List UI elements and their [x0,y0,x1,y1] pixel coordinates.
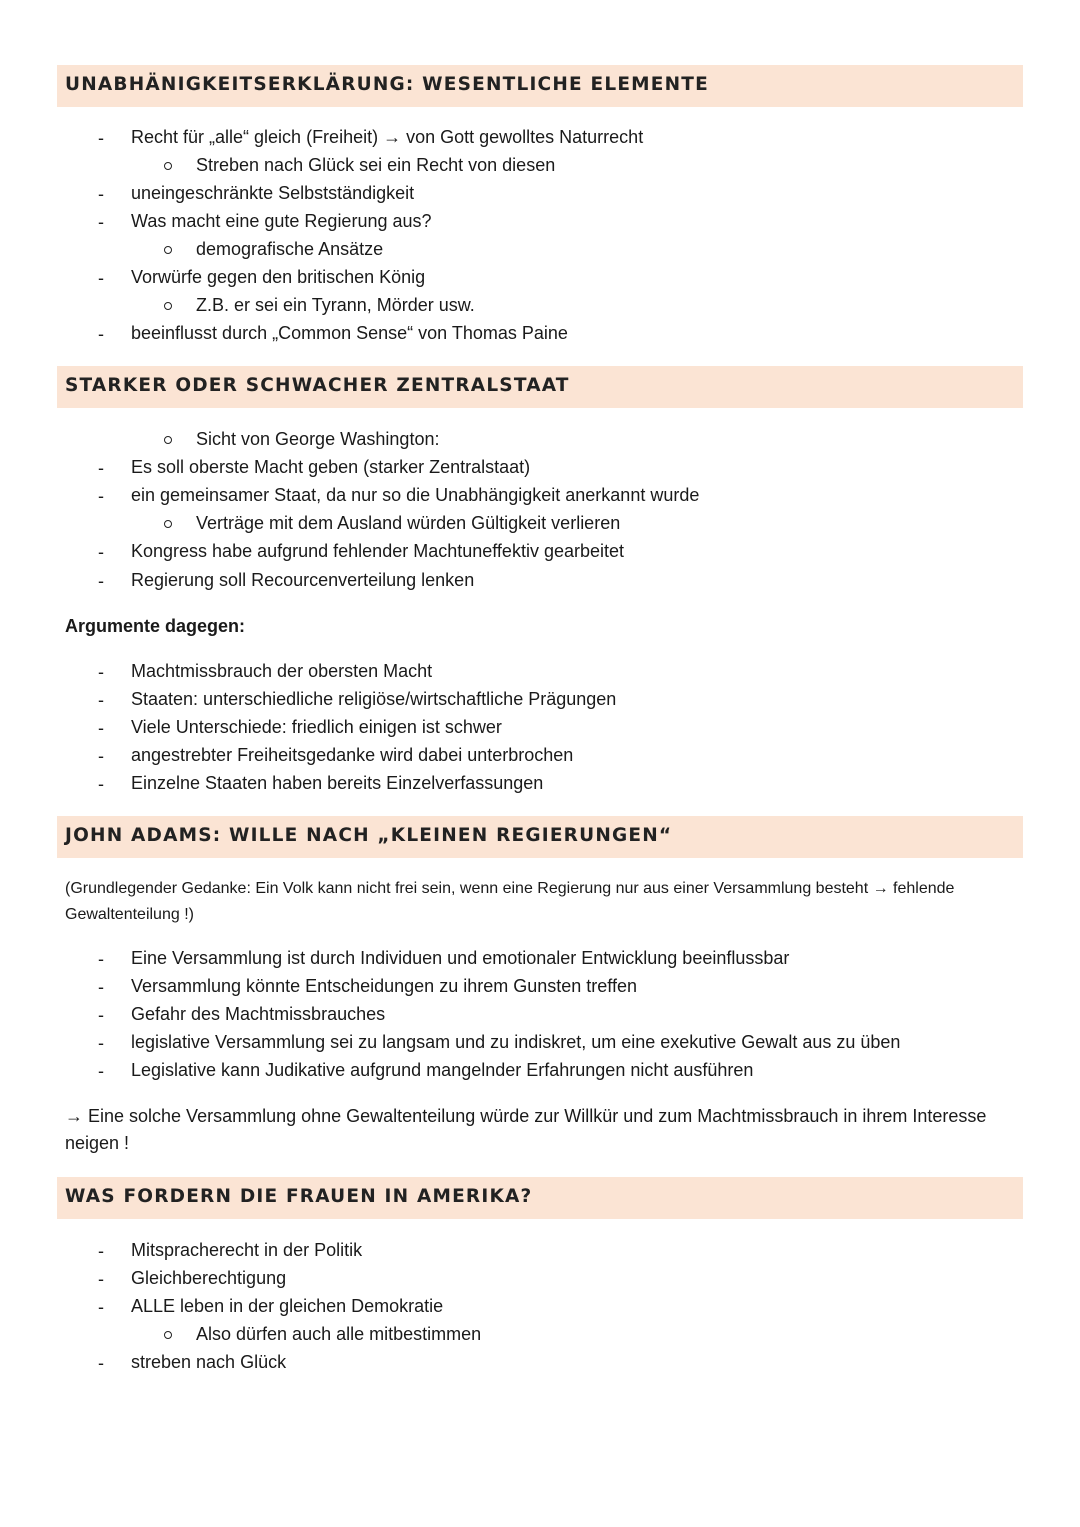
sub-bullet-circle [164,162,172,170]
list-item: beeinflusst durch „Common Sense“ von Thomas Paine [131,323,568,343]
list-item: uneingeschränkte Selbstständigkeit [131,183,415,203]
sub-bullet-circle [164,436,172,444]
bullet-dash: - [98,1241,104,1261]
list-item: angestrebter Freiheitsgedanke wird dabei unterbrochen [131,745,574,765]
list-item: ALLE leben in der gleichen Demokratie [131,1296,444,1316]
bullet-dash: - [98,718,104,738]
bullet-dash: - [98,268,104,288]
list-item: Gefahr des Machtmissbrauches [131,1004,386,1024]
bullet-dash: - [98,690,104,710]
sub-bullet-circle [164,302,172,310]
sub-bullet-circle [164,246,172,254]
bullet-dash: - [98,486,104,506]
bullet-dash: - [98,1005,104,1025]
list-subitem: Streben nach Glück sei ein Recht von diesen [196,155,556,175]
list-item: legislative Versammlung sei zu langsam und zu indiskret, um eine exekutive Gewalt aus zu üben [131,1032,901,1052]
note-paragraph [65,876,1005,928]
bullet-dash: - [98,662,104,682]
section-heading: UNABHÄNIGKEITSERKLÄRUNG: WESENTLICHE ELEMENTE [65,74,709,95]
sub-heading: Argumente dagegen: [65,616,246,636]
note-line: Gewaltenteilung !) [65,906,194,923]
conclusion-line: → Eine solche Versammlung ohne Gewaltenteilung würde zur Willkür und zum Machtmissbrauch in ihrem Interesse [65,1106,987,1126]
bullet-dash: - [98,458,104,478]
list-item: Viele Unterschiede: friedlich einigen ist schwer [131,717,502,737]
list-item: streben nach Glück [131,1352,287,1372]
section-heading: STARKER ODER SCHWACHER ZENTRALSTAAT [65,375,570,396]
list-item: Vorwürfe gegen den britischen König [131,267,426,287]
list-subitem: Verträge mit dem Ausland würden Gültigkeit verlieren [196,513,621,533]
section-heading: WAS FORDERN DIE FRAUEN IN AMERIKA? [65,1186,533,1207]
bullet-dash: - [98,571,104,591]
bullet-dash: - [98,324,104,344]
bullet-dash: - [98,542,104,562]
bullet-dash: - [98,1297,104,1317]
list-item: Einzelne Staaten haben bereits Einzelverfassungen [131,773,544,793]
section-heading: JOHN ADAMS: WILLE NACH „KLEINEN REGIERUNGEN“ [65,825,673,846]
list-item: Es soll oberste Macht geben (starker Zentralstaat) [131,457,531,477]
bullet-dash: - [98,184,104,204]
bullet-dash: - [98,1353,104,1373]
list-item: Recht für „alle“ gleich (Freiheit) → von Gott gewolltes Naturrecht [131,127,644,147]
list-item: Gleichberechtigung [131,1268,287,1288]
bullet-dash: - [98,746,104,766]
bullet-dash: - [98,128,104,148]
bullet-dash: - [98,212,104,232]
list-item: Legislative kann Judikative aufgrund mangelnder Erfahrungen nicht ausführen [131,1060,754,1080]
list-item: Regierung soll Recourcenverteilung lenken [131,570,475,590]
section-heading-banner [57,816,1023,858]
bullet-dash: - [98,977,104,997]
list-item: Machtmissbrauch der obersten Macht [131,661,433,681]
list-subitem: Sicht von George Washington: [196,429,440,449]
list-item: Kongress habe aufgrund fehlender Machtuneffektiv gearbeitet [131,541,625,561]
bullet-dash: - [98,1061,104,1081]
section-heading-banner [57,1177,1023,1219]
bullet-dash: - [98,1033,104,1053]
conclusion-line: neigen ! [65,1133,130,1153]
bullet-dash: - [98,774,104,794]
section-heading-banner [57,65,1023,107]
conclusion-paragraph [65,1103,1015,1157]
list-item: Mitspracherecht in der Politik [131,1240,363,1260]
list-item: Eine Versammlung ist durch Individuen und emotionaler Entwicklung beeinflussbar [131,948,790,968]
sub-bullet-circle [164,1331,172,1339]
list-subitem: demografische Ansätze [196,239,384,259]
list-subitem: Also dürfen auch alle mitbestimmen [196,1324,482,1344]
bullet-dash: - [98,949,104,969]
list-subitem: Z.B. er sei ein Tyrann, Mörder usw. [196,295,475,315]
list-item: Was macht eine gute Regierung aus? [131,211,432,231]
list-item: Staaten: unterschiedliche religiöse/wirtschaftliche Prägungen [131,689,617,709]
note-line: (Grundlegender Gedanke: Ein Volk kann nicht frei sein, wenn eine Regierung nur aus einer Versammlung besteht → fehlende [65,880,955,897]
list-item: ein gemeinsamer Staat, da nur so die Unabhängigkeit anerkannt wurde [131,485,700,505]
sub-bullet-circle [164,520,172,528]
section-heading-banner [57,366,1023,408]
bullet-dash: - [98,1269,104,1289]
list-item: Versammlung könnte Entscheidungen zu ihrem Gunsten treffen [131,976,637,996]
